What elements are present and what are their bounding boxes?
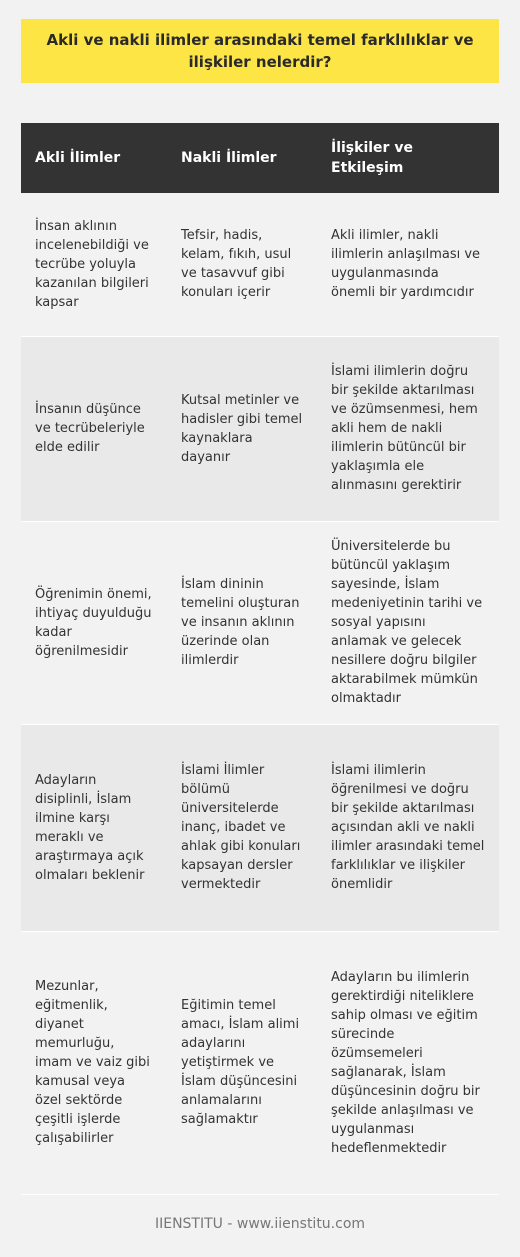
table-row xyxy=(21,724,499,931)
page-title: Akli ve nakli ilimler arasındaki temel farklılıklar ve ilişkiler nelerdir? xyxy=(46,31,474,71)
table-row xyxy=(21,336,499,521)
table-header xyxy=(21,123,499,193)
table-cell: İslami ilimlerin öğrenilmesi ve doğru bir şekilde aktarılması açısından akli ve nakli ilimler arasındaki temel farklılıklar ve ilişkiler önemlidir xyxy=(317,724,499,931)
comparison-table xyxy=(21,123,499,1195)
header-nakli-ilimler: Nakli İlimler xyxy=(167,123,317,193)
table-cell: Üniversitelerde bu bütüncül yaklaşım sayesinde, İslam medeniyetinin tarihi ve sosyal yapısını anlamak ve gelecek nesillere doğru bilgiler aktarabilmek mümkün olmaktadır xyxy=(317,521,499,724)
footer-credit: IIENSTITU - www.iienstitu.com xyxy=(154,1216,366,1232)
table-cell: İslami ilimlerin doğru bir şekilde aktarılması ve özümsenmesi, hem akli hem de nakli ilimlerin bütüncül bir yaklaşımla ele alınmasını gerektirir xyxy=(317,336,499,521)
table-cell: İslam dininin temelini oluşturan ve insanın aklının üzerinde olan ilimlerdir xyxy=(167,521,317,724)
table-row xyxy=(21,521,499,724)
table-cell: Adayların bu ilimlerin gerektirdiği niteliklere sahip olması ve eğitim sürecinde özümsemeleri sağlanarak, İslam düşüncesinin doğru bir şekilde anlaşılması ve uygulanması hedeflenmektedir xyxy=(317,931,499,1194)
table-cell: Tefsir, hadis, kelam, fıkıh, usul ve tasavvuf gibi konuları içerir xyxy=(167,193,317,336)
header-akli-ilimler: Akli İlimler xyxy=(21,123,167,193)
table-cell: Akli ilimler, nakli ilimlerin anlaşılması ve uygulanmasında önemli bir yardımcıdır xyxy=(317,193,499,336)
table-row xyxy=(21,193,499,336)
table-header-row xyxy=(21,123,499,193)
table-row xyxy=(21,931,499,1194)
title-banner xyxy=(21,19,499,83)
header-iliskiler: İlişkiler ve Etkileşim xyxy=(317,123,499,193)
table-cell: Kutsal metinler ve hadisler gibi temel kaynaklara dayanır xyxy=(167,336,317,521)
table-body xyxy=(21,193,499,1194)
table-cell: Adayların disiplinli, İslam ilmine karşı meraklı ve araştırmaya açık olmaları beklenir xyxy=(21,724,167,931)
table-cell: İnsanın düşünce ve tecrübeleriyle elde edilir xyxy=(21,336,167,521)
table-cell: İslami İlimler bölümü üniversitelerde inanç, ibadet ve ahlak gibi konuları kapsayan dersler vermektedir xyxy=(167,724,317,931)
comparison-table-container xyxy=(21,123,499,1195)
table-cell: İnsan aklının incelenebildiği ve tecrübe yoluyla kazanılan bilgileri kapsar xyxy=(21,193,167,336)
table-cell: Eğitimin temel amacı, İslam alimi adaylarını yetiştirmek ve İslam düşüncesini anlamalarını sağlamaktır xyxy=(167,931,317,1194)
table-cell: Öğrenimin önemi, ihtiyaç duyulduğu kadar öğrenilmesidir xyxy=(21,521,167,724)
table-cell: Mezunlar, eğitmenlik, diyanet memurluğu, imam ve vaiz gibi kamusal veya özel sektörde çeşitli işlerde çalışabilirler xyxy=(21,931,167,1194)
